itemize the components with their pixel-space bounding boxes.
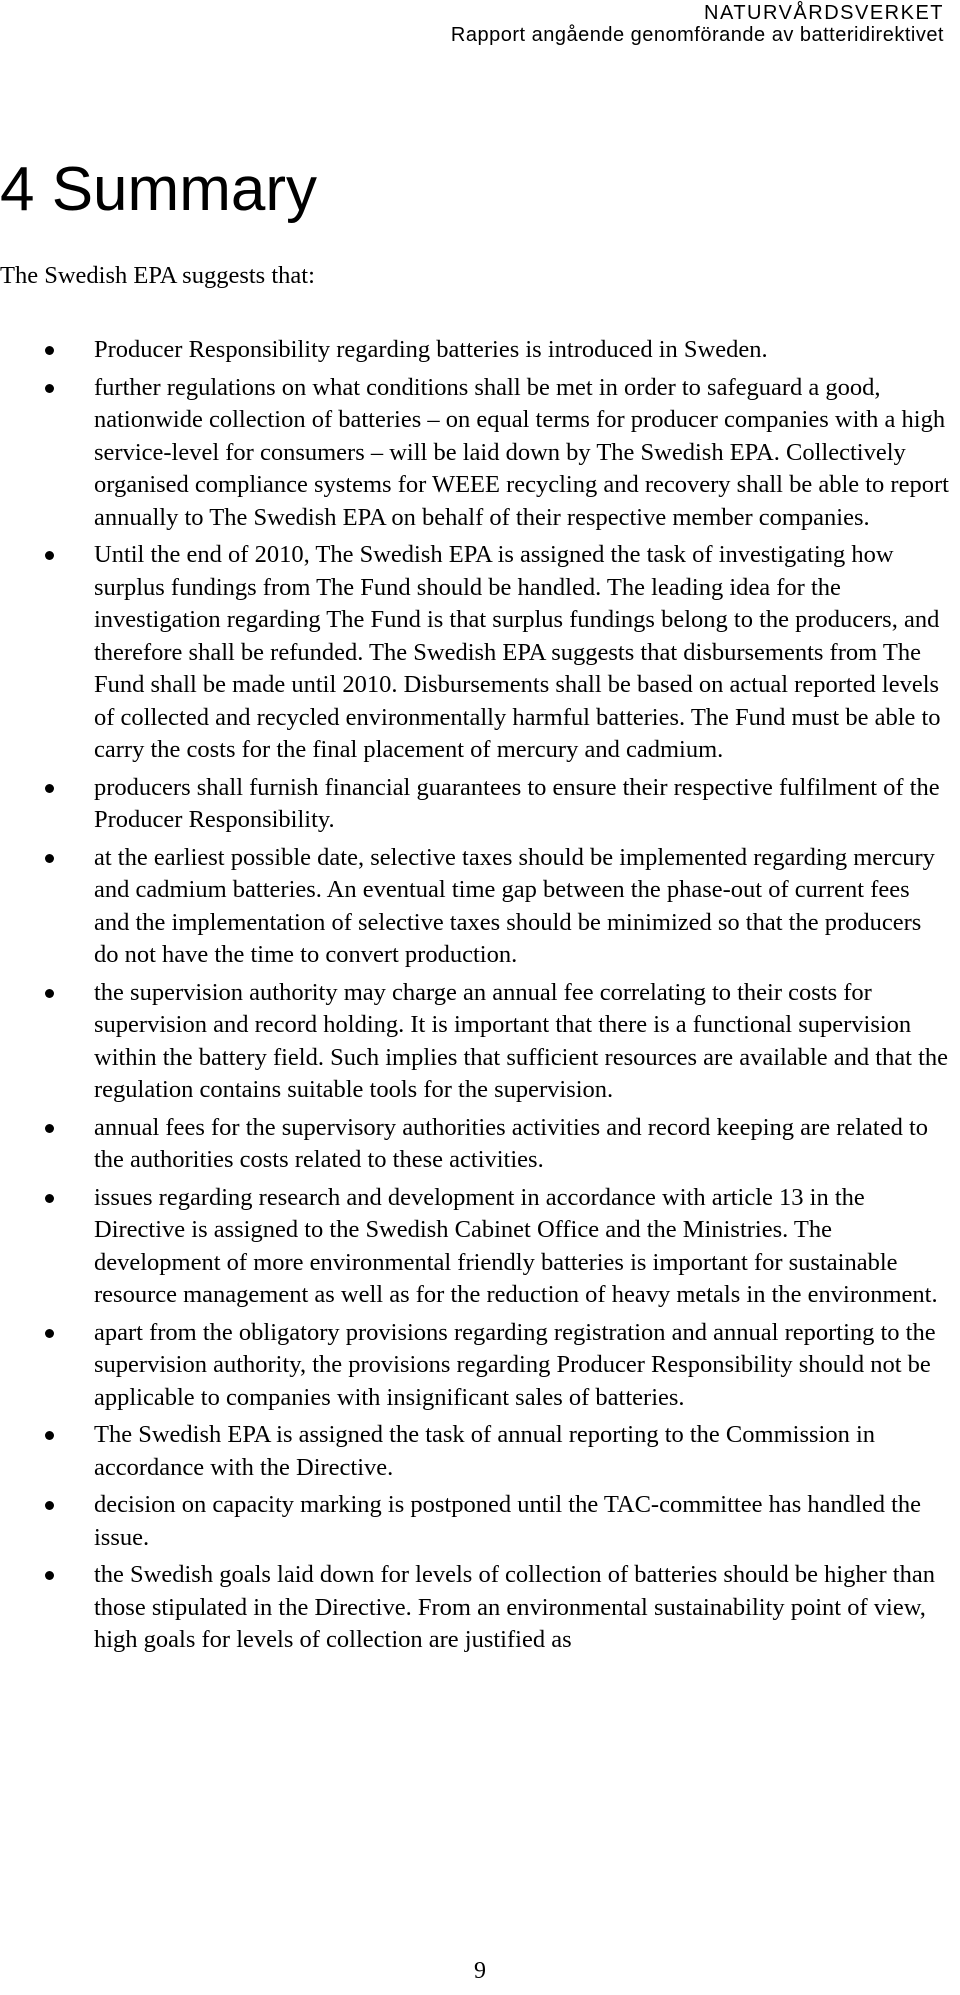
bullet-text: issues regarding research and development in accordance with article 13 in the Directive is assigned to the Swedish Cabinet Office and the Ministries. The development of more environmental friendly batteries is important for sustainable resource management as well as for the reduction of heavy metals in the environment. bbox=[94, 1183, 938, 1308]
bullet-icon bbox=[45, 989, 54, 998]
bullet-icon bbox=[45, 1194, 54, 1203]
bullet-item bbox=[0, 539, 950, 767]
bullet-text: the Swedish goals laid down for levels of collection of batteries should be higher than those stipulated in the Directive. From an environmental sustainability point of view, high goals for levels of collection are justified as bbox=[94, 1561, 935, 1653]
header-organization: NATURVÅRDSVERKET bbox=[704, 2, 944, 24]
bullet-icon bbox=[45, 1431, 54, 1440]
bullet-icon bbox=[45, 384, 54, 393]
bullet-item bbox=[0, 372, 950, 535]
bullet-text: Until the end of 2010, The Swedish EPA is assigned the task of investigating how surplus fundings from The Fund should be handled. The leading idea for the investigation regarding The Fund is that surplus fundings belong to the producers, and therefore shall be refunded. The Swedish EPA suggests that disbursements from The Fund shall be made until 2010. Disbursements shall be based on actual reported levels of collected and recycled environmentally harmful batteries. The Fund must be able to carry the costs for the final placement of mercury and cadmium. bbox=[94, 541, 941, 763]
bullet-item bbox=[0, 842, 950, 972]
bullet-text: decision on capacity marking is postponed until the TAC-committee has handled the issue. bbox=[94, 1491, 921, 1551]
bullet-text: producers shall furnish financial guarantees to ensure their respective fulfilment of the Producer Responsibility. bbox=[94, 773, 940, 833]
bullet-item bbox=[0, 1317, 950, 1415]
bullet-icon bbox=[45, 1571, 54, 1580]
bullet-item bbox=[0, 772, 950, 837]
bullet-text: further regulations on what conditions shall be met in order to safeguard a good, nationwide collection of batteries – on equal terms for producer companies with a high service-level for consumers – will be laid down by The Swedish EPA. Collectively organised compliance systems for WEEE recycling and recovery shall be able to report annually to The Swedish EPA on behalf of their respective member companies. bbox=[94, 373, 949, 531]
bullet-icon bbox=[45, 854, 54, 863]
bullet-icon bbox=[45, 551, 54, 560]
bullet-item bbox=[0, 1419, 950, 1484]
bullet-icon bbox=[45, 1124, 54, 1133]
page-number: 9 bbox=[474, 1958, 486, 1984]
bullet-item bbox=[0, 977, 950, 1107]
bullet-item bbox=[0, 1559, 950, 1657]
bullet-text: the supervision authority may charge an annual fee correlating to their costs for supervision and record holding. It is important that there is a functional supervision within the battery field. Such implies that sufficient resources are available and that the regulation contains suitable tools for the supervision. bbox=[94, 978, 949, 1103]
section-title: 4 Summary bbox=[0, 155, 317, 224]
bullet-text: at the earliest possible date, selective taxes should be implemented regarding mercury and cadmium batteries. An eventual time gap between the phase-out of current fees and the implementation of selective taxes should be minimized so that the producers do not have the time to convert production. bbox=[94, 843, 935, 968]
summary-bullet-list bbox=[0, 334, 950, 1662]
bullet-icon bbox=[45, 346, 54, 355]
bullet-text: The Swedish EPA is assigned the task of annual reporting to the Commission in accordance with the Directive. bbox=[94, 1421, 875, 1481]
bullet-icon bbox=[45, 1329, 54, 1338]
bullet-item bbox=[0, 334, 950, 367]
header-report-title: Rapport angående genomförande av batteridirektivet bbox=[450, 24, 944, 46]
bullet-item bbox=[0, 1112, 950, 1177]
bullet-icon bbox=[45, 1501, 54, 1510]
bullet-item bbox=[0, 1182, 950, 1312]
bullet-text: annual fees for the supervisory authorities activities and record keeping are related to the authorities costs related to these activities. bbox=[94, 1113, 929, 1173]
bullet-text: apart from the obligatory provisions regarding registration and annual reporting to the supervision authority, the provisions regarding Producer Responsibility should not be applicable to companies with insignificant sales of batteries. bbox=[94, 1318, 936, 1411]
bullet-item bbox=[0, 1489, 950, 1554]
bullet-icon bbox=[45, 784, 54, 793]
bullet-text: Producer Responsibility regarding batteries is introduced in Sweden. bbox=[94, 336, 768, 363]
running-header bbox=[451, 2, 944, 46]
intro-text: The Swedish EPA suggests that: bbox=[0, 262, 315, 289]
